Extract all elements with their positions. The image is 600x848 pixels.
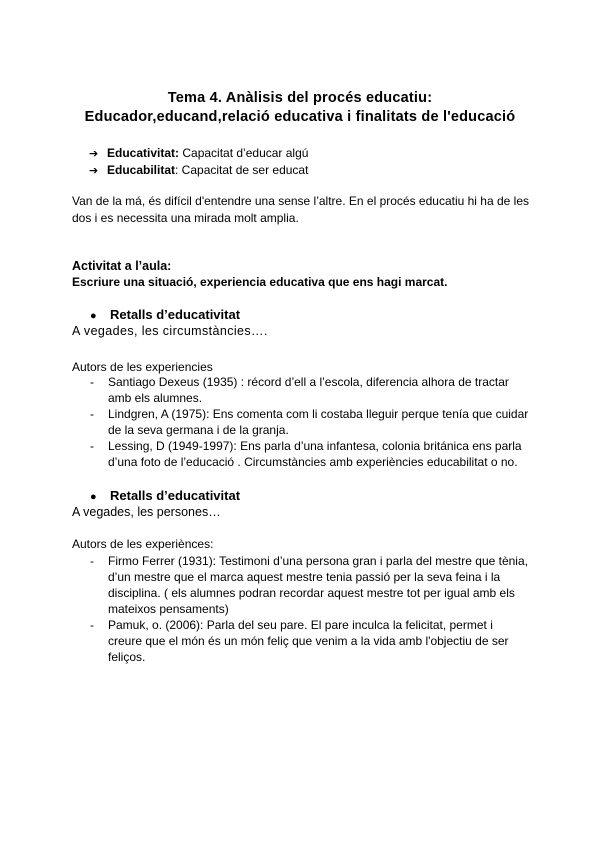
list-item-text: Lindgren, A (1975): Ens comenta com li costaba lleguir perque tenía que cuidar de la seva germana i de la granja. [108, 407, 529, 437]
list-item [90, 374, 530, 406]
section-2-authors-label: Autors de les experiènces: [72, 537, 214, 551]
list-item [90, 438, 530, 470]
title-line-1: Tema 4. Anàlisis del procés educatiu: [167, 90, 433, 106]
section-2-title [90, 488, 240, 503]
section-1-authors-list [90, 374, 530, 470]
list-item [90, 617, 530, 665]
dash-icon: - [90, 439, 94, 453]
section-2-lead: A vegades, les persones… [72, 505, 221, 519]
bullet-icon: ● [90, 310, 97, 322]
dash-icon: - [90, 554, 94, 568]
list-item-text: Santiago Dexeus (1935) : récord d’ell a l’escola, diferencia alhora de tractar amb els alumnes. [108, 375, 509, 405]
definition-term: Educativitat: [107, 146, 180, 160]
definition-text: Capacitat d’educar algú [179, 146, 309, 160]
intro-paragraph: Van de la má, és difícil d'entendre una sense l’altre. En el procés educatiu hi ha de les dos i es necessita una mirada molt amplia. [72, 194, 530, 225]
list-item-text: Pamuk, o. (2006): Parla del seu pare. El pare inculca la felicitat, permet i creure que el món és un món feliç que venim a la vida amb l'objectiu de ser feliços. [108, 618, 509, 664]
definition-educabilitat [89, 163, 308, 177]
dash-icon: - [90, 407, 94, 421]
section-1-title [90, 307, 240, 322]
definition-educativitat [89, 146, 308, 160]
title-line-2: Educador,educand,relació educativa i finalitats de l'educació [84, 109, 516, 125]
arrow-icon: ➔ [89, 164, 99, 177]
activity-heading: Activitat a l’aula: [72, 259, 172, 273]
bullet-icon: ● [90, 491, 97, 503]
arrow-icon: ➔ [89, 147, 99, 160]
list-item [90, 406, 530, 438]
section-1-authors-label: Autors de les experiencies [72, 360, 213, 374]
section-title-text: Retalls d’educativitat [110, 488, 241, 503]
section-2-authors-list [90, 553, 530, 665]
list-item-text: Lessing, D (1949-1997): Ens parla d’una infantesa, colonia británica ens parla d’una foto de l’educació . Circumstàncies amb experiències educabilitat o no. [108, 439, 522, 469]
activity-instruction: Escriure una situació, experiencia educativa que ens hagi marcat. [72, 275, 448, 289]
definition-term: Educabilitat [107, 163, 176, 177]
dash-icon: - [90, 618, 94, 632]
list-item-text: Firmo Ferrer (1931): Testimoni d’una persona gran i parla del mestre que tènia, d’un mestre que el marca aquest mestre tenia passió per la seva feina i la disciplina. ( els alumnes podran recordar aquest mestre tot per igual amb els mateixos pensaments) [108, 554, 528, 616]
list-item [90, 553, 530, 617]
dash-icon: - [90, 375, 94, 389]
definition-text: : Capacitat de ser educat [175, 163, 309, 177]
section-title-text: Retalls d’educativitat [110, 307, 241, 322]
section-1-lead: A vegades, les circumstàncies…. [72, 324, 268, 338]
